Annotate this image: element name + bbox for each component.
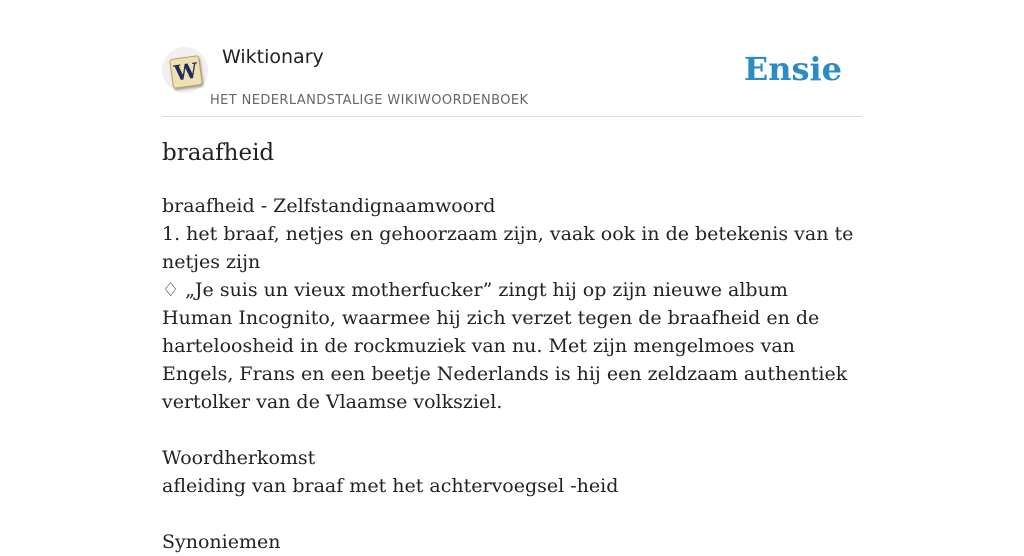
etymology-heading: Woordherkomst [162, 447, 316, 469]
wiktionary-logo[interactable] [162, 47, 208, 93]
site-header [162, 40, 862, 117]
etymology-text: afleiding van braaf met het achtervoegsel -heid [162, 475, 619, 497]
definition-text: 1. het braaf, netjes en gehoorzaam zijn, vaak ook in de betekenis van te netjes zijn [162, 223, 854, 273]
entry-term-heading: braafheid [162, 140, 275, 166]
part-of-speech-line: braafheid - Zelfstandignaamwoord [162, 195, 496, 217]
site-title[interactable]: Wiktionary [222, 46, 324, 68]
spacer [162, 416, 862, 444]
ensie-brand-link[interactable]: Ensie [743, 50, 842, 88]
entry-content [162, 192, 862, 556]
wiktionary-logo-tile: W [169, 55, 203, 89]
site-tagline: HET NEDERLANDSTALIGE WIKIWOORDENBOEK [210, 93, 529, 108]
example-quote: ♢ „Je suis un vieux motherfucker” zingt hij op zijn nieuwe album Human Incognito, waarmee hij zich verzet tegen de braafheid en de harteloosheid in de rockmuziek van nu. Met zijn mengelmoes van Engels, Frans en een beetje Nederlands is hij een zeldzaam authentiek vertolker van de Vlaamse volksziel. [162, 279, 848, 413]
spacer [162, 500, 862, 528]
synonyms-heading: Synoniemen [162, 531, 281, 553]
